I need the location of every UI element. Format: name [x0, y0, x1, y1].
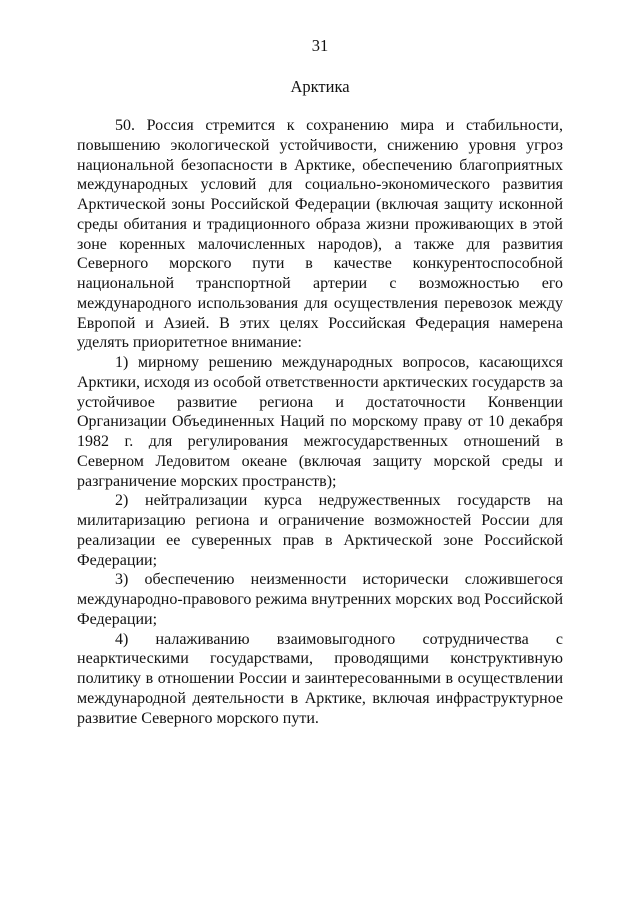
section-title: Арктика [290, 77, 350, 96]
list-item-3: 3) обеспечению неизменности исторически сложившегося международно-правового режима внутренних морских вод Российской Федерации; [77, 571, 563, 628]
paragraph-50: 50. Россия стремится к сохранению мира и стабильности, повышению экологической устойчивости, снижению уровня угроз национальной безопасности в Арктике, обеспечению благоприятных международных условий для социально-экономического развития Арктической зоны Российской Федерации (включая защиту исконной среды обитания и традиционного образа жизни проживающих в этой зоне коренных малочисленных народов), а также для развития Северного морского пути в качестве конкурентоспособной национальной транспортной артерии с возможностью его международного использования для осуществления перевозок между Европой и Азией. В этих целях Российская Федерация намерена уделять приоритетное внимание: [77, 117, 563, 352]
list-item-1: 1) мирному решению международных вопросов, касающихся Арктики, исходя из особой ответственности арктических государств за устойчивое развитие региона и достаточности Конвенции Организации Объединенных Наций по морскому праву от 10 декабря 1982 г. для регулирования межгосударственных отношений в Северном Ледовитом океане (включая защиту морской среды и разграничение морских пространств); [77, 354, 563, 490]
page-number: 31 [311, 36, 329, 55]
list-item-4: 4) налаживанию взаимовыгодного сотрудничества с неарктическими государствами, проводящими конструктивную политику в отношении России и заинтересованными в осуществлении международной деятельности в Арктике, включая инфраструктурное развитие Северного морского пути. [77, 630, 563, 727]
list-item-2: 2) нейтрализации курса недружественных государств на милитаризацию региона и ограничение возможностей России для реализации ее суверенных прав в Арктической зоне Российской Федерации; [77, 492, 563, 569]
document-body [77, 116, 563, 728]
